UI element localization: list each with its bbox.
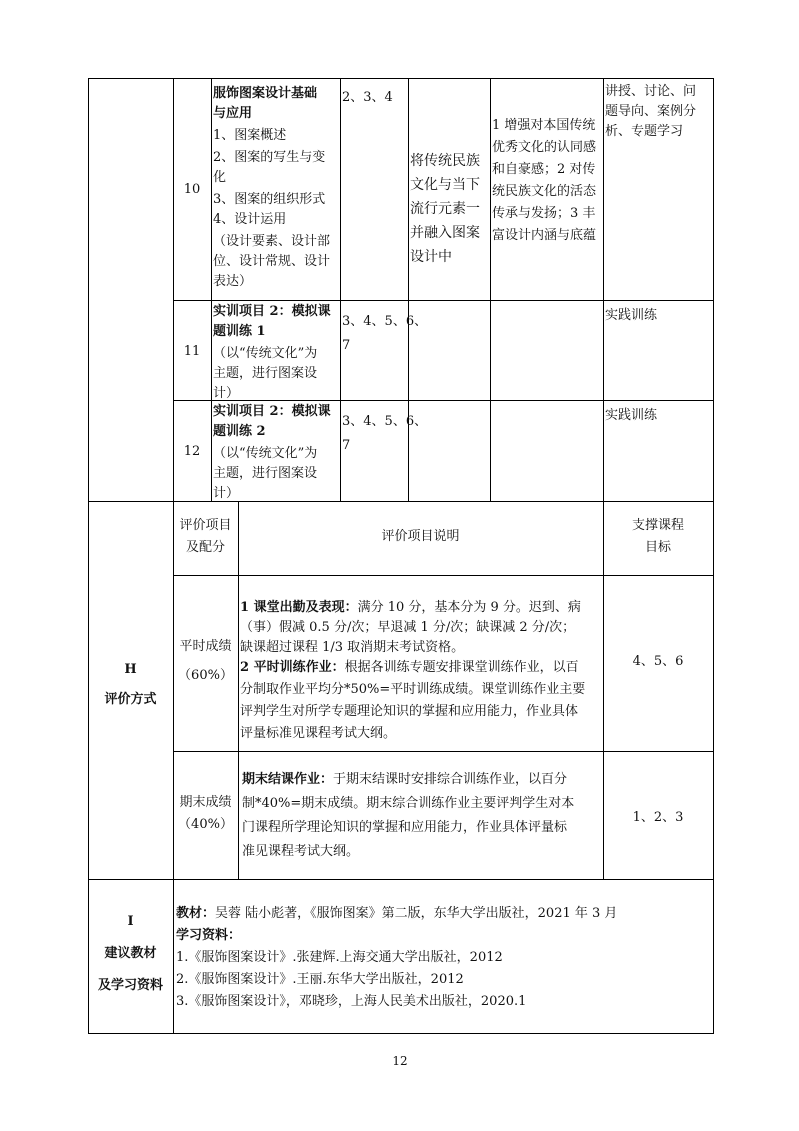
eval-regular-line: [240, 598, 581, 618]
eval-regular-line: [240, 724, 396, 744]
row-12-title-1: 实训项目 2：模拟课: [213, 404, 331, 419]
row-10-goals-line: 统民族文化的活态: [492, 184, 597, 199]
row-line: [173, 575, 714, 576]
materials-refs-label: 学习资料：: [176, 928, 242, 943]
row-11-content-overflow: [212, 384, 339, 399]
row-10-ideology-line: 流行元素一: [410, 201, 480, 217]
eval-regular-line: [240, 618, 575, 638]
eval-final-line: [242, 794, 574, 814]
row-10-methods-line: 讲授、讨论、问: [605, 84, 697, 99]
eval-regular-line: [240, 638, 464, 658]
row-12-methods: 实践训练: [605, 408, 658, 423]
eval-final-label: 期末成绩: [179, 795, 232, 810]
eval-final-text: 于期末结课时安排综合训练作业，以百分: [333, 772, 568, 787]
eval-final-line: [242, 842, 359, 862]
materials-section-letter: I: [127, 914, 134, 929]
materials-section-name-1: 建议教材: [104, 946, 157, 961]
row-line: [173, 400, 714, 401]
row-line: [88, 501, 714, 502]
row-10-ideology-line: 并融入图案: [410, 225, 480, 241]
materials-ref-item: 2.《服饰图案设计》.王丽.东华大学出版社，2012: [176, 972, 464, 987]
eval-regular-text: 评判学生对所学专题理论知识的掌握和应用能力，作业具体: [240, 704, 579, 719]
eval-final-text: 制*40%=期末成绩。期末综合训练作业主要评判学生对本: [242, 796, 575, 811]
row-10-number: 10: [183, 182, 201, 197]
row-10-content-line: 位、设计常规、设计: [213, 254, 331, 269]
col-line: [173, 78, 174, 502]
eval-regular-line: [240, 680, 585, 700]
row-10-content-line: 4、设计运用: [213, 212, 287, 227]
row-10-targets: 2、3、4: [342, 90, 393, 105]
eval-regular-text: 分制取作业平均分*50%=平时训练成绩。课堂训练作业主要: [240, 682, 586, 697]
eval-regular-bold: 2 平时训练作业：: [240, 660, 345, 675]
page-number: 12: [392, 1054, 408, 1068]
row-11-title-2: 题训练 1: [213, 324, 266, 339]
row-10-methods-line: 题导向、案例分: [605, 104, 697, 119]
materials-textbook-label: 教材：: [176, 906, 216, 921]
row-10-content-line: 2、图案的写生与变: [213, 150, 326, 165]
row-10-goals-line: 和自豪感；2 对传: [492, 162, 596, 177]
eval-final-pct: （40%）: [178, 817, 233, 832]
eval-head-support-1: 支撑课程: [631, 518, 684, 533]
row-11-target-line: 3、4、5、6、: [342, 314, 428, 329]
row-12-content-line: （以“传统文化”为: [213, 446, 318, 461]
eval-head-item-1: 评价项目: [179, 518, 232, 533]
row-12-content-overflow: [212, 484, 339, 500]
eval-head-desc: 评价项目说明: [381, 529, 460, 544]
row-10-ideology-line: 将传统民族: [410, 153, 480, 169]
eval-regular-support: 4、5、6: [632, 654, 684, 669]
row-10-goals-line: 富设计内涵与底蕴: [492, 228, 597, 243]
row-10-title-1: 服饰图案设计基础: [213, 86, 318, 101]
eval-regular-text: （事）假减 0.5 分/次；早退减 1 分/次；缺课减 2 分/次；: [240, 620, 576, 635]
col-line: [408, 78, 409, 502]
row-12-content-line: 主题，进行图案设: [213, 466, 318, 481]
col-line: [238, 501, 239, 879]
col-line: [603, 78, 604, 502]
eval-head-support-2: 目标: [644, 540, 671, 555]
row-10-goals-line: 传承与发扬；3 丰: [492, 206, 596, 221]
eval-final-text: 准见课程考试大纲。: [242, 844, 360, 859]
eval-regular-line: [240, 702, 578, 722]
col-line: [211, 78, 212, 502]
table-border-right: [713, 78, 714, 1034]
row-10-goals-line: 1 增强对本国传统: [492, 118, 596, 133]
row-10-ideology-line: 文化与当下: [410, 177, 480, 193]
row-12-target-line: 7: [342, 438, 351, 453]
row-10-content-line: 化: [213, 170, 227, 185]
eval-regular-bold: 1 课堂出勤及表现：: [240, 600, 358, 615]
row-12-content-line: 计）: [213, 486, 240, 500]
row-10-methods-line: 析、专题学习: [605, 124, 684, 139]
row-12-title-2: 题训练 2: [213, 424, 266, 439]
materials-textbook: 吴蓉 陆小彪著，《服饰图案》第二版，东华大学出版社，2021 年 3 月: [215, 906, 618, 921]
col-line: [340, 78, 341, 502]
row-10-title-2: 与应用: [213, 106, 253, 121]
row-10-ideology-line: 设计中: [410, 249, 452, 265]
row-11-methods: 实践训练: [605, 308, 658, 323]
eval-regular-text: 根据各训练专题安排课堂训练作业，以百: [344, 660, 579, 675]
eval-regular-label: 平时成绩: [179, 639, 232, 654]
materials-ref-item: 3.《服饰图案设计》，邓晓珍，上海人民美术出版社，2020.1: [176, 994, 527, 1009]
row-10-content-line: 1、图案概述: [213, 128, 287, 143]
row-12-target-line: 3、4、5、6、: [342, 414, 428, 429]
row-line: [173, 300, 714, 301]
eval-final-text: 门课程所学理论知识的掌握和应用能力，作业具体评量标: [242, 820, 568, 835]
eval-section-letter: H: [124, 662, 137, 677]
row-11-content-line: （以“传统文化”为: [213, 346, 318, 361]
eval-head-item-2: 及配分: [185, 540, 225, 555]
row-10-content-line: 3、图案的组织形式: [213, 192, 326, 207]
materials-textbook-line: [176, 904, 617, 924]
materials-ref-item: 1.《服饰图案设计》.张建辉.上海交通大学出版社，2012: [176, 950, 503, 965]
row-10-content-line: 表达）: [213, 274, 253, 289]
eval-regular-line: [240, 658, 579, 678]
eval-final-bold: 期末结课作业：: [242, 772, 334, 787]
row-10-goals-line: 优秀文化的认同感: [492, 140, 597, 155]
eval-regular-pct: （60%）: [178, 668, 233, 683]
table-border-top: [88, 78, 714, 79]
row-line: [88, 879, 714, 880]
col-line: [490, 78, 491, 502]
row-10-content-line: （设计要素、设计部: [213, 234, 331, 249]
col-line: [173, 879, 174, 1034]
row-11-number: 11: [183, 344, 201, 359]
row-12-number: 12: [183, 444, 201, 459]
eval-final-line: [242, 770, 567, 790]
materials-section-name-2: 及学习资料: [97, 978, 163, 993]
eval-regular-text: 缺课超过课程 1/3 取消期末考试资格。: [240, 640, 465, 655]
eval-final-line: [242, 818, 567, 838]
row-11-content-line: 主题，进行图案设: [213, 366, 318, 381]
table-border-bottom: [88, 1033, 714, 1034]
eval-section-name: 评价方式: [104, 692, 157, 707]
row-11-content-line: 计）: [213, 386, 240, 399]
row-11-target-line: 7: [342, 338, 351, 353]
row-line: [173, 751, 714, 752]
row-11-title-1: 实训项目 2：模拟课: [213, 304, 331, 319]
eval-final-support: 1、2、3: [632, 810, 684, 825]
eval-regular-text: 评量标准见课程考试大纲。: [240, 726, 397, 741]
eval-regular-text: 满分 10 分，基本分为 9 分。迟到、病: [357, 600, 581, 615]
table-border-left: [88, 78, 89, 1034]
